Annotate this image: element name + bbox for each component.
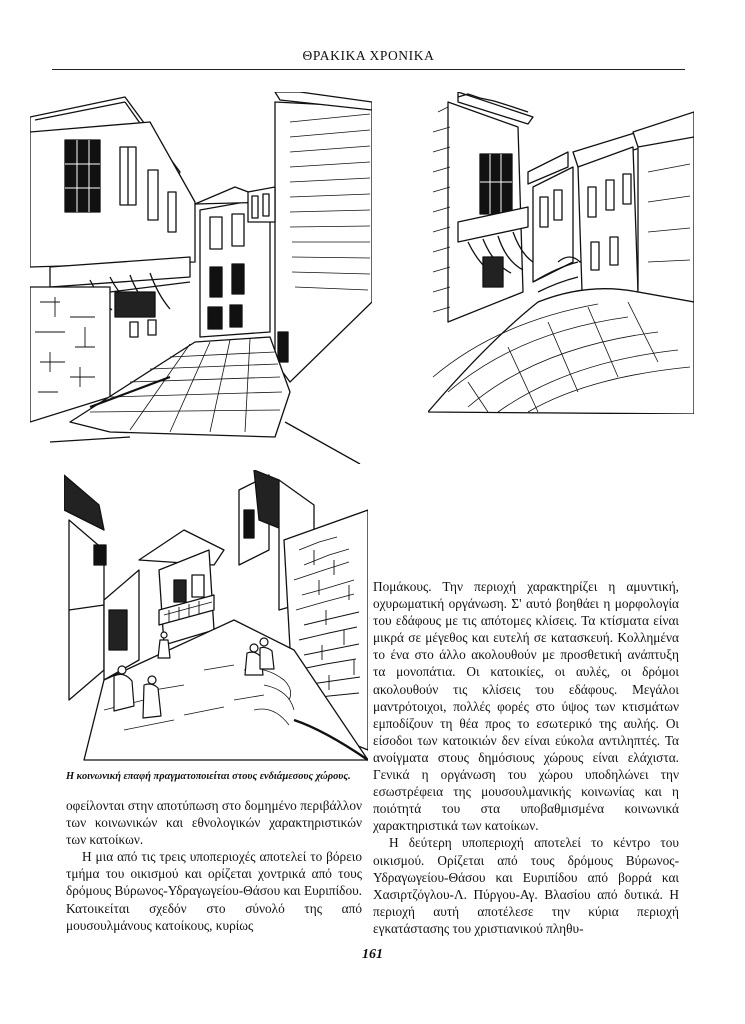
paragraph: Πομάκους. Την περιοχή χαρακτηρίζει η αμυντική, οχυρωματική οργάνωση. Σ' αυτό βοηθάει η μορφολογία του εδάφους με τις απότομες κλίσεις. Τα κτίσματα είναι μικρά σε μέγεθος και ευτελή σε κατασκευή. Κολλημένα το ένα στο άλλο ακολουθούν με προσθετική ανάπτυξη τα μονοπάτια. Οι κατοικίες, οι αυλές, οι δρόμοι ακολουθούν τις κλίσεις του εδάφους. Μεγάλοι μαντρότοιχοι, πολλές φορές στο ύψος των κτισμάτων εμποδίζουν τη θέα προς το εσωτερικό της αυλής. Οι είσοδοι των κατοικιών δεν είναι εύκολα αντιληπτές. Τα ανοίγματα στους δημόσιους χώρους είναι ελάχιστα. Γενικά η οργάνωση του χώρου υποδηλώνει την εσωστρέφεια της μουσουλμανικής κοινωνίας και η ποιότητά του στα υποβαθμισμένα κοινωνικά χαρακτηριστικά των κατοίκων. [373,579,679,834]
street-sketch-illustration-3 [64,470,368,762]
header-rule [52,69,685,70]
page-number: 161 [362,947,383,962]
street-sketch-illustration-1 [30,92,372,464]
paragraph: Η δεύτερη υποπεριοχή αποτελεί το κέντρο του οικισμού. Ορίζεται από τους δρόμους Βύρωνος-Υδραγωγείου-Θάσου και Ευριπίδου από βορρά και Χασιρτζόγλου-Λ. Πύργου-Αγ. Βλασίου από δυτικά. Η περιοχή αυτή αποτέλεσε την κύρια περιοχή εγκατάστασης του χριστιανικού πληθυ- [373,835,679,936]
left-text-column [66,797,362,934]
paragraph: οφείλονται στην αποτύπωση στο δομημένο περιβάλλον των κοινωνικών και εθνολογικών χαρακτηριστικών των κατοίκων. [66,798,362,848]
paragraph: Η μια από τις τρεις υποπεριοχές αποτελεί το βόρειο τμήμα του οικισμού και ορίζεται χοντρικά από τους δρόμους Βύρωνος-Υδραγωγείου-Θάσου και Ευριπίδου. Κατοικείται σχεδόν στο σύνολό της από μουσουλμάνους κατοίκους, κυρίως [66,849,362,933]
right-text-column [373,578,679,937]
street-sketch-illustration-2 [428,92,694,414]
running-header: ΘΡΑΚΙΚΑ ΧΡΟΝΙΚΑ [302,48,435,63]
figure-caption: Η κοινωνική επαφή πραγματοποιείται στους ενδιάμεσους χώρους. [66,771,351,782]
